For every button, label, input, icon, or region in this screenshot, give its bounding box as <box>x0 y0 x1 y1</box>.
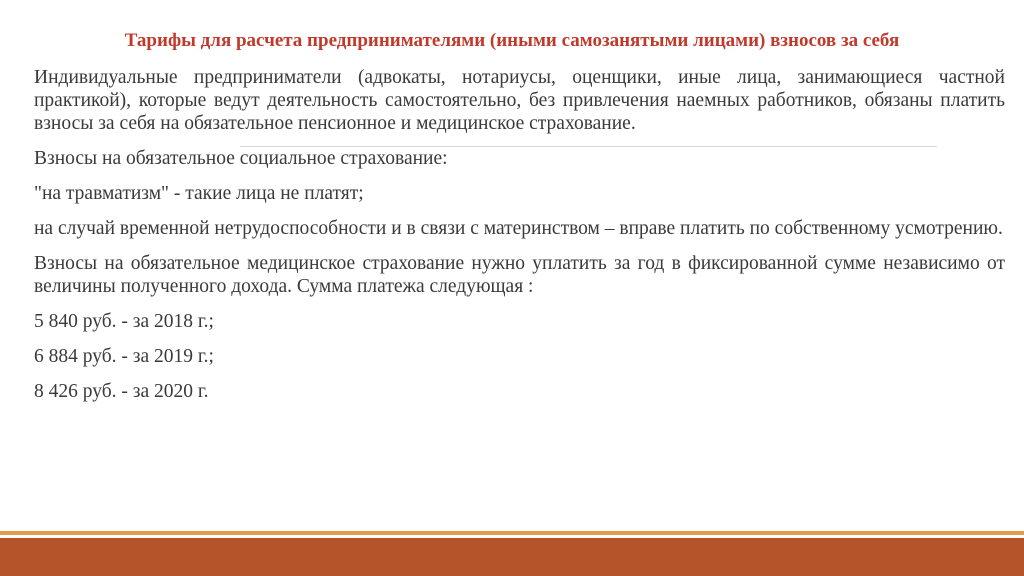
footer-bar <box>0 538 1024 576</box>
footer-accent-line <box>0 531 1024 535</box>
rate-2019: 6 884 руб. - за 2019 г.; <box>34 346 214 367</box>
slide-body <box>34 66 1005 415</box>
paragraph-injury: "на травматизм" - такие лица не платят; <box>34 183 364 204</box>
paragraph-medical: Взносы на обязательное медицинское страхование нужно уплатить за год в фиксированной сумме независимо от величины полученного дохода. Сумма платежа следующая : <box>34 253 1005 297</box>
paragraph-social: Взносы на обязательное социальное страхование: <box>34 148 448 169</box>
rate-2020: 8 426 руб. - за 2020 г. <box>34 381 209 402</box>
paragraph-intro: Индивидуальные предприниматели (адвокаты, нотариусы, оценщики, иные лица, занимающиеся частной практикой), которые ведут деятельность самостоятельно, без привлечения наемных работников, обязаны платить взносы за себя на обязательное пенсионное и медицинское страхование. <box>34 67 1005 134</box>
slide-title: Тарифы для расчета предпринимателями (иными самозанятыми лицами) взносов за себя <box>124 30 900 51</box>
rate-2018: 5 840 руб. - за 2018 г.; <box>34 311 214 332</box>
paragraph-disability: на случай временной нетрудоспособности и в связи с материнством – вправе платить по собственному усмотрению. <box>34 218 1003 239</box>
